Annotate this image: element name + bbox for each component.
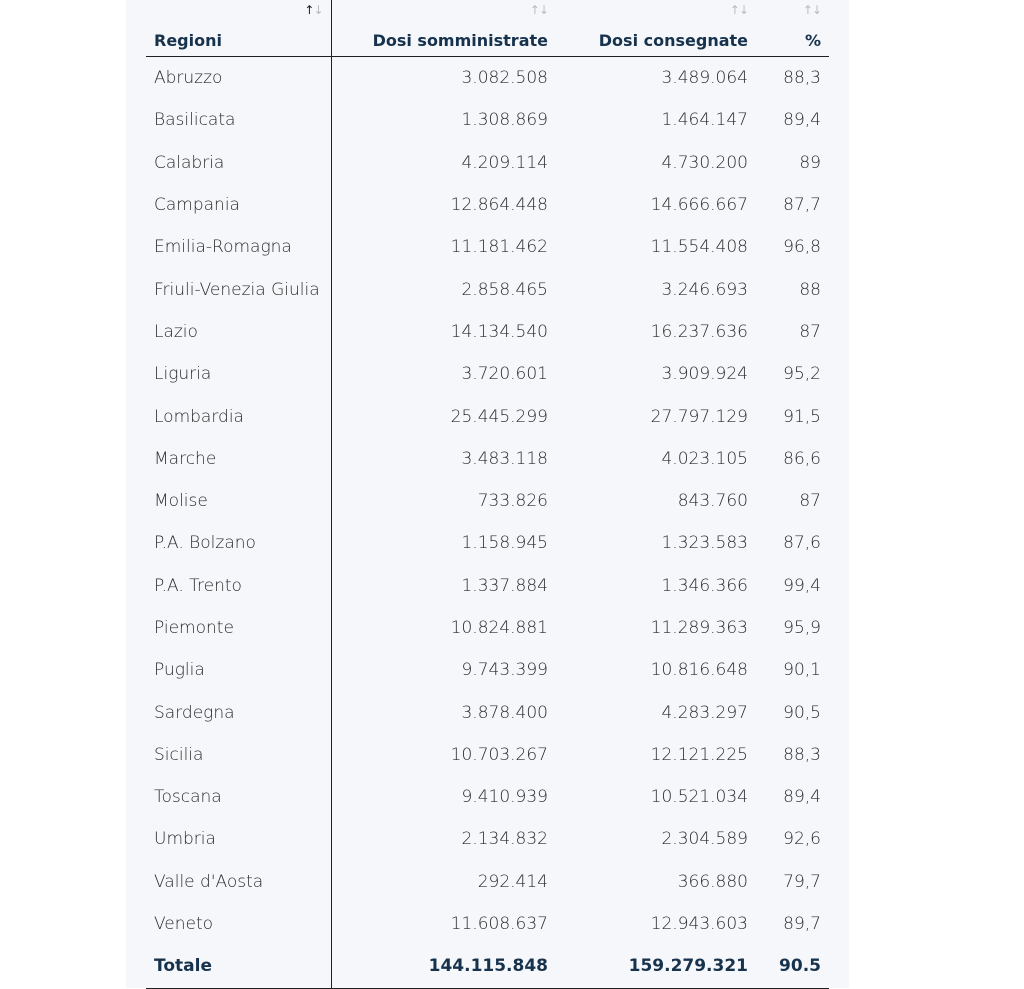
cell-region: Marche: [146, 438, 331, 480]
cell-region: Veneto: [146, 903, 331, 945]
cell-dosi-somministrate: 144.115.848: [331, 945, 556, 988]
cell-dosi-consegnate: 11.554.408: [650, 237, 748, 258]
cell-region: Campania: [146, 184, 331, 226]
table-row: [146, 607, 829, 649]
cell-region: Sardegna: [146, 691, 331, 733]
table-row: [146, 353, 829, 395]
table-row: [146, 691, 829, 733]
table-row: [146, 142, 829, 184]
cell-dosi-consegnate: 27.797.129: [650, 406, 748, 427]
cell-dosi-consegnate: 2.304.589: [661, 829, 748, 850]
cell-dosi-somministrate: 292.414: [477, 871, 548, 892]
cell-percent: 87: [799, 491, 821, 512]
cell-dosi-somministrate: 11.181.462: [450, 237, 548, 258]
cell-percent: 95,9: [783, 618, 821, 638]
cell-region: Molise: [146, 480, 331, 522]
cell-dosi-consegnate: 10.816.648: [650, 660, 748, 681]
cell-dosi-somministrate: 3.483.118: [461, 448, 548, 469]
cell-dosi-consegnate: 1.464.147: [661, 110, 748, 131]
cell-region: P.A. Trento: [146, 565, 331, 607]
sort-arrows-icon[interactable]: ↑↓: [729, 3, 748, 17]
table-row: [146, 776, 829, 818]
cell-percent: 88,3: [783, 744, 821, 765]
cell-dosi-somministrate: 9.743.399: [461, 660, 548, 681]
cell-dosi-somministrate: 14.134.540: [450, 321, 548, 342]
table-row: [146, 395, 829, 437]
table-row: [146, 903, 829, 945]
table-row: [146, 226, 829, 268]
cell-dosi-somministrate: 10.703.267: [450, 744, 548, 765]
cell-dosi-consegnate: 10.521.034: [650, 787, 748, 808]
cell-percent: 90,1: [783, 660, 821, 681]
cell-dosi-somministrate: 733.826: [477, 491, 548, 512]
cell-percent: 86,6: [783, 448, 821, 469]
sort-arrows-icon[interactable]: ↑↓: [304, 3, 323, 17]
table-row: [146, 480, 829, 522]
cell-percent: 89: [799, 152, 821, 173]
column-header-dosi-somministrate[interactable]: [331, 0, 556, 57]
cell-dosi-consegnate: 14.666.667: [650, 195, 748, 216]
column-header-label: Dosi somministrate: [372, 31, 548, 50]
cell-dosi-consegnate: 843.760: [677, 491, 748, 512]
cell-dosi-consegnate: 3.246.693: [661, 279, 748, 300]
column-header-label: Regioni: [154, 31, 222, 50]
column-header-percent[interactable]: [756, 0, 829, 57]
cell-percent: 91,5: [783, 406, 821, 427]
vaccine-doses-table: [146, 0, 829, 989]
cell-region: Friuli-Venezia Giulia: [146, 268, 331, 310]
cell-dosi-consegnate: 4.023.105: [661, 448, 748, 469]
table-row: [146, 565, 829, 607]
cell-percent: 90,5: [783, 702, 821, 723]
table-row: [146, 861, 829, 903]
table-header-row: [146, 0, 829, 57]
cell-dosi-somministrate: 12.864.448: [450, 195, 548, 216]
cell-dosi-consegnate: 16.237.636: [650, 321, 748, 342]
cell-region: Abruzzo: [146, 57, 331, 100]
cell-dosi-consegnate: 3.489.064: [661, 68, 748, 89]
column-header-label: %: [804, 31, 821, 50]
cell-dosi-consegnate: 159.279.321: [556, 945, 756, 988]
cell-percent: 89,7: [783, 914, 821, 935]
cell-region: Sicilia: [146, 734, 331, 776]
cell-region: Puglia: [146, 649, 331, 691]
cell-percent: 99,4: [783, 575, 821, 596]
cell-dosi-consegnate: 1.346.366: [661, 575, 748, 596]
cell-dosi-consegnate: 4.283.297: [661, 702, 748, 723]
table-total-row: [146, 945, 829, 988]
cell-dosi-somministrate: 3.878.400: [461, 702, 548, 723]
cell-dosi-consegnate: 3.909.924: [661, 364, 748, 385]
cell-percent: 96,8: [783, 237, 821, 258]
cell-dosi-somministrate: 10.824.881: [450, 618, 548, 638]
table-row: [146, 99, 829, 141]
cell-percent: 87,7: [783, 195, 821, 216]
cell-dosi-somministrate: 3.720.601: [461, 364, 548, 385]
cell-dosi-somministrate: 2.134.832: [461, 829, 548, 850]
cell-dosi-somministrate: 9.410.939: [461, 787, 548, 808]
cell-region: Basilicata: [146, 99, 331, 141]
cell-dosi-consegnate: 11.289.363: [650, 618, 748, 638]
cell-percent: 89,4: [783, 787, 821, 808]
cell-region: Lombardia: [146, 395, 331, 437]
cell-dosi-somministrate: 1.158.945: [461, 533, 548, 554]
column-header-label: Dosi consegnate: [598, 31, 748, 50]
cell-dosi-somministrate: 3.082.508: [461, 68, 548, 89]
cell-region: Piemonte: [146, 607, 331, 649]
cell-percent: 87: [799, 321, 821, 342]
cell-dosi-somministrate: 25.445.299: [450, 406, 548, 427]
table-row: [146, 268, 829, 310]
cell-region: Lazio: [146, 311, 331, 353]
cell-dosi-somministrate: 4.209.114: [461, 152, 548, 173]
cell-region: Valle d'Aosta: [146, 861, 331, 903]
table-row: [146, 438, 829, 480]
cell-percent: 92,6: [783, 829, 821, 850]
table-row: [146, 311, 829, 353]
cell-dosi-consegnate: 366.880: [677, 871, 748, 892]
column-header-dosi-consegnate[interactable]: [556, 0, 756, 57]
cell-dosi-consegnate: 4.730.200: [661, 152, 748, 173]
cell-dosi-consegnate: 12.121.225: [650, 744, 748, 765]
table-row: [146, 57, 829, 100]
cell-percent: 88,3: [783, 68, 821, 89]
cell-dosi-somministrate: 11.608.637: [450, 914, 548, 935]
cell-dosi-consegnate: 12.943.603: [650, 914, 748, 935]
cell-region: Calabria: [146, 142, 331, 184]
column-header-regioni[interactable]: [146, 0, 331, 57]
cell-dosi-consegnate: 1.323.583: [661, 533, 748, 554]
cell-percent: 90.5: [756, 945, 829, 988]
cell-dosi-somministrate: 1.308.869: [461, 110, 548, 131]
cell-dosi-somministrate: 1.337.884: [461, 575, 548, 596]
cell-percent: 79,7: [783, 871, 821, 892]
table-row: [146, 734, 829, 776]
cell-region: Emilia-Romagna: [146, 226, 331, 268]
sort-arrows-icon[interactable]: ↑↓: [802, 3, 821, 17]
cell-region: P.A. Bolzano: [146, 522, 331, 564]
sort-arrows-icon[interactable]: ↑↓: [529, 3, 548, 17]
cell-percent: 95,2: [783, 364, 821, 385]
cell-region: Umbria: [146, 818, 331, 860]
cell-percent: 89,4: [783, 110, 821, 131]
table-row: [146, 649, 829, 691]
cell-region: Liguria: [146, 353, 331, 395]
cell-dosi-somministrate: 2.858.465: [461, 279, 548, 300]
cell-percent: 88: [799, 279, 821, 300]
table-row: [146, 818, 829, 860]
table-body: [146, 57, 829, 989]
table-row: [146, 184, 829, 226]
table-row: [146, 522, 829, 564]
cell-region: Totale: [146, 945, 331, 988]
cell-region: Toscana: [146, 776, 331, 818]
cell-percent: 87,6: [783, 533, 821, 554]
